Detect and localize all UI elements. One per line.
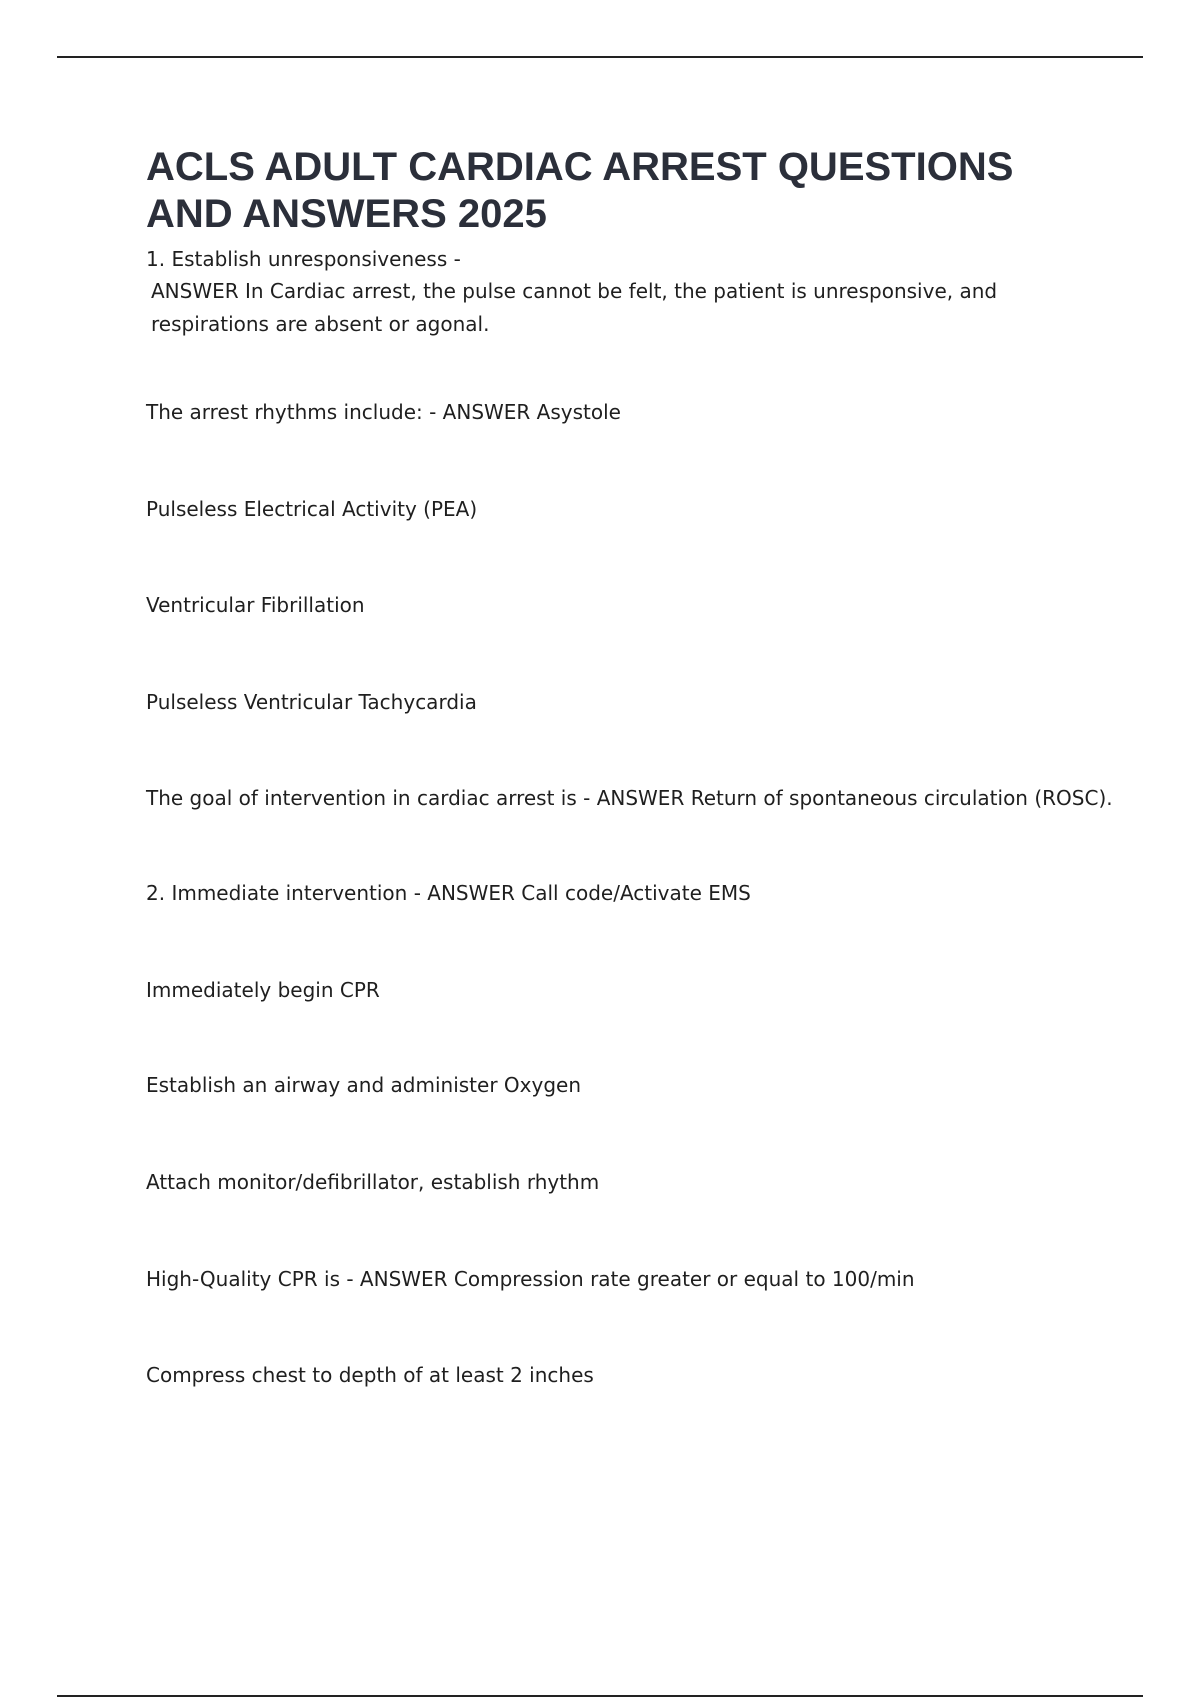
top-divider xyxy=(57,56,1143,58)
arrest-rhythms-question: The arrest rhythms include: - ANSWER Asystole xyxy=(146,400,621,424)
compression-depth: Compress chest to depth of at least 2 inches xyxy=(146,1363,594,1387)
step-begin-cpr: Immediately begin CPR xyxy=(146,978,380,1002)
goal-of-intervention-question: The goal of intervention in cardiac arrest is - ANSWER Return of spontaneous circulation (ROSC). xyxy=(146,786,1113,810)
question-1-heading: 1. Establish unresponsiveness - xyxy=(146,247,461,271)
high-quality-cpr-question: High-Quality CPR is - ANSWER Compression rate greater or equal to 100/min xyxy=(146,1267,915,1291)
document-header-block xyxy=(146,144,1106,341)
immediate-intervention-question: 2. Immediate intervention - ANSWER Call code/Activate EMS xyxy=(146,881,751,905)
bottom-divider xyxy=(57,1695,1143,1697)
question-1-answer: ANSWER In Cardiac arrest, the pulse cannot be felt, the patient is unresponsive, and respirations are absent or agonal. xyxy=(151,279,998,336)
rhythm-vfib: Ventricular Fibrillation xyxy=(146,593,365,617)
document-title: ACLS ADULT CARDIAC ARREST QUESTIONS AND ANSWERS 2025 xyxy=(146,145,1014,236)
step-airway-oxygen: Establish an airway and administer Oxygen xyxy=(146,1073,581,1097)
rhythm-pulseless-vt: Pulseless Ventricular Tachycardia xyxy=(146,690,477,714)
step-attach-monitor: Attach monitor/defibrillator, establish rhythm xyxy=(146,1170,600,1194)
rhythm-pea: Pulseless Electrical Activity (PEA) xyxy=(146,497,478,521)
